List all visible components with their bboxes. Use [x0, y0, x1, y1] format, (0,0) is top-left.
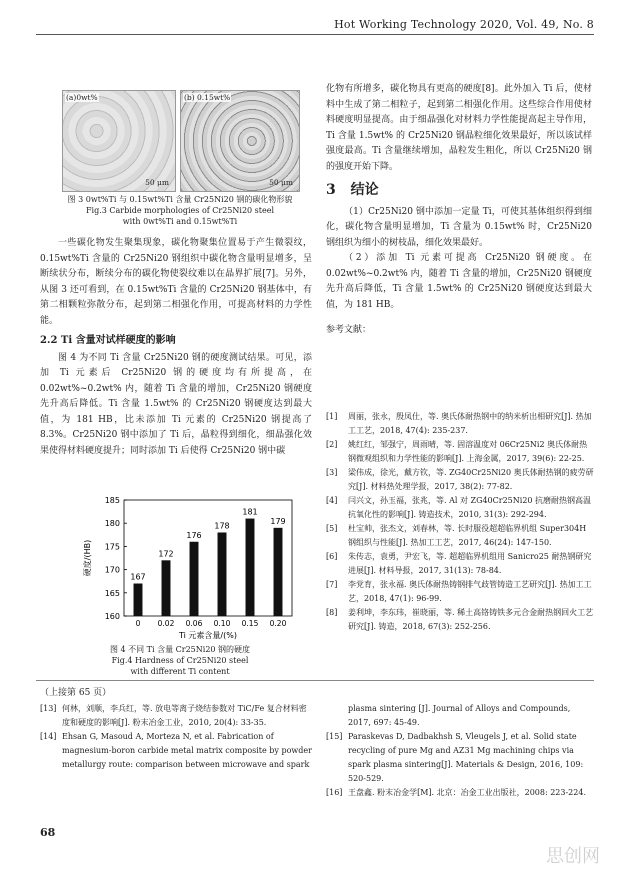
x-tick-label: 0.20	[269, 619, 287, 628]
references-title: 参考文献：	[326, 325, 372, 335]
figure4-caption	[44, 644, 316, 677]
panel-b-label: (b) 0.15wt%	[184, 93, 231, 102]
bar	[218, 532, 227, 616]
figure4-caption-cn: 图 4 不同 Ti 含量 Cr25Ni20 钢的硬度	[109, 645, 251, 654]
reference-item	[326, 786, 594, 800]
reference-text: Ehsan G, Masoud A, Morteza N, et al. Fabrication of magnesium-boron carbide metal matrix composite by powder metallurgy route: comparison between microwave and spark	[62, 732, 312, 769]
data-label: 167	[130, 572, 146, 582]
data-label: 176	[186, 530, 202, 540]
conclusion-number: 3	[326, 182, 336, 198]
hardness-bar-chart	[78, 492, 300, 642]
reference-number: [3]	[326, 468, 338, 477]
reference-number: [2]	[326, 440, 338, 449]
data-label: 178	[214, 521, 230, 531]
y-axis-label: 硬度/(HB)	[83, 539, 92, 577]
plot-frame	[124, 500, 292, 616]
conclusion-2: （2）添加 Ti 元素可提高 Cr25Ni20 钢硬度。在 0.02wt%~0.2wt% 内，随着 Ti 含量的增加，Cr25Ni20 钢硬度先升高后降低，Ti 含量 1.5wt% 的 Cr25Ni20 钢硬度达到最大值，为 181 HB。	[326, 253, 592, 310]
bottom-separator	[36, 680, 594, 681]
reference-item	[326, 606, 594, 634]
reference-item	[326, 730, 594, 786]
left-column	[40, 236, 312, 459]
x-tick-label: 0.10	[213, 619, 231, 628]
reference-text: plasma sintering [J]. Journal of Alloys and Compounds, 2017, 697: 45-49.	[348, 704, 571, 727]
continuation-right	[326, 702, 594, 800]
reference-text: 王盘鑫. 粉末冶金学[M]. 北京：冶金工业出版社，2008: 223-224.	[348, 788, 586, 797]
right-paragraph-1: 化物有所增多，碳化物具有更高的硬度[8]。此外加入 Ti 后，使材料中生成了第二相粒子，起到第二相强化作用。这些综合作用使材料硬度明显提高。由于细晶强化对材料力学性能提高起主导作用，Ti 含量 1.5wt% 的 Cr25Ni20 钢晶粒细化效果最好，所以该试样强度最高。Ti 含量继续增加，晶粒发生粗化，所以 Cr25Ni20 钢的强度开始下降。	[326, 84, 592, 172]
figure4-caption-en1: Fig.4 Hardness of Cr25Ni20 steel	[111, 656, 249, 665]
reference-number: [4]	[326, 496, 338, 505]
reference-item	[326, 550, 594, 578]
figure3-caption-en2: with 0wt%Ti and 0.15wt%Ti	[122, 217, 238, 226]
reference-text: 朱传志，袁勇，尹宏飞，等. 超超临界机组用 Sanicro25 耐热钢研究进展[J]. 材料导报，2017, 31(13): 78-84.	[348, 552, 592, 575]
reference-item	[40, 730, 312, 772]
y-tick-label: 185	[104, 496, 120, 505]
bar	[190, 542, 199, 616]
left-paragraph-2: 图 4 为不同 Ti 含量 Cr25Ni20 钢的硬度测试结果。可见，添加 Ti 元素后 Cr25Ni20 钢的硬度均有所提高，在 0.02wt%~0.2wt% 内，随着 Ti 含量的增加，Cr25Ni20 钢硬度先升高后降低。Ti 含量 1.5wt% 的 Cr25Ni20 钢硬度达到最大值，为 181 HB，比未添加 Ti 元素的 Cr25Ni20 钢提高了 8.3%。Cr25Ni20 钢中添加了 Ti 后，晶粒得到细化，细晶强化效果使得材料硬度提升；同时添加 Ti 后使得 Cr25Ni20 钢中碳	[40, 352, 312, 456]
continuation-left	[40, 686, 312, 772]
reference-item	[326, 466, 594, 494]
figure3-caption-cn: 图 3 0wt%Ti 与 0.15wt%Ti 含量 Cr25Ni20 钢的碳化物形貌	[67, 195, 293, 204]
bar	[246, 519, 255, 616]
figure3-caption-en1: Fig.3 Carbide morphologies of Cr25Ni20 steel	[85, 206, 275, 215]
reference-text: 何林，刘顺，李兵红，等. 放电等离子烧结参数对 TiC/Fe 复合材料密度和硬度的影响[J]. 粉末冶金工业，2010, 20(4): 33-35.	[62, 704, 307, 727]
reference-text: 梁伟成，徐光，戴方钦，等. ZG40Cr25Ni20 奥氏体耐热钢的疲劳研究[J]. 材料热处理学报，2017, 38(2): 77-82.	[348, 468, 594, 491]
references-list	[326, 410, 594, 634]
reference-number: [13]	[40, 704, 57, 713]
right-column	[326, 82, 592, 339]
reference-text: 姚红红，邹强宁，周雨晴，等. 固溶温度对 06Cr25Ni2 奥氏体耐热钢微观组织和力学性能的影响[J]. 上海金属，2017, 39(6): 22-25.	[348, 440, 588, 463]
page-number: 68	[40, 826, 56, 839]
x-tick-label: 0.02	[157, 619, 175, 628]
bar	[162, 560, 171, 616]
reference-item	[326, 578, 594, 606]
scale-bar-a: 50 μm	[145, 178, 169, 187]
reference-item	[326, 494, 594, 522]
left-paragraph-1: 一些碳化物发生聚集现象，碳化物聚集位置易于产生微裂纹，0.15wt%Ti 含量的 Cr25Ni20 钢组织中碳化物含量明显增多，呈断续状分布，断续分布的碳化物使裂纹难以在晶界扩展[7]。另外，从图 3 还可看到，在 0.15wt%Ti 含量的 Cr25Ni20 钢基体中，有第二相颗粒弥散分布，起到第二相强化作用，可提高材料的力学性能。	[40, 238, 312, 326]
watermark: 思创网	[546, 846, 600, 867]
x-axis-label: Ti 元素含量/(%)	[179, 631, 237, 640]
figure4-caption-en2: with different Ti content	[130, 667, 230, 676]
reference-text: 周丽，张永，殷凤仕，等. 奥氏体耐热钢中的纳米析出相研究[J]. 热加工工艺，2018, 47(4): 235-237.	[348, 412, 592, 435]
continued-note: （上接第 65 页）	[40, 688, 112, 698]
conclusion-title: 结论	[350, 182, 379, 198]
header-rule	[36, 34, 594, 35]
micrograph-b	[180, 90, 300, 192]
reference-text: 李党育，张永福. 奥氏体耐热铸钢排气歧管铸造工艺研究[J]. 热加工工艺，2018, 47(1): 96-99.	[348, 580, 592, 603]
journal-header: Hot Working Technology 2020, Vol. 49, No. 8	[334, 18, 594, 31]
scale-bar-b: 50 μm	[269, 178, 293, 187]
reference-number: [14]	[40, 732, 57, 741]
reference-number	[326, 702, 348, 730]
reference-text: 闫兴文，孙玉福，张兆，等. Al 对 ZG40Cr25Ni20 抗磨耐热钢高温抗氧化性的影响[J]. 铸造技术，2010, 31(3): 292-294.	[348, 496, 592, 519]
reference-text: 杜宝帅，张杰文，刘春林，等. 长时服役超超临界机组 Super304H 钢组织与性能[J]. 热加工工艺，2017, 46(24): 147-150.	[348, 524, 587, 547]
panel-a-label: (a)0wt%	[66, 93, 98, 102]
micrograph-a	[62, 90, 176, 192]
x-tick-label: 0	[135, 619, 141, 628]
data-label: 179	[270, 516, 286, 526]
y-tick-label: 175	[104, 542, 120, 552]
reference-number: [16]	[326, 788, 343, 797]
reference-number: [15]	[326, 732, 343, 741]
bar	[134, 584, 143, 616]
y-tick-label: 170	[104, 565, 120, 575]
y-tick-label: 160	[104, 612, 120, 621]
reference-number: [7]	[326, 580, 338, 589]
reference-number: [1]	[326, 412, 338, 421]
x-tick-label: 0.15	[241, 619, 259, 628]
section-2-2-heading: 2.2 Ti 含量对试样硬度的影响	[40, 335, 176, 346]
reference-item	[326, 438, 594, 466]
reference-text: Paraskevas D, Dadbakhsh S, Vleugels J, et al. Solid state recycling of pure Mg and AZ31 Mg machining chips via spark plasma sintering[J]. Materials & Design, 2016, 109: 520-529.	[348, 732, 584, 783]
reference-text: 姜利坤，李东玮，崔晓丽，等. 稀土高铬铸铁多元合金耐热钢回火工艺研究[J]. 铸造，2018, 67(3): 252-256.	[348, 608, 594, 631]
reference-number: [5]	[326, 524, 338, 533]
figure3-caption	[44, 194, 316, 227]
reference-item	[326, 702, 594, 730]
reference-number: [6]	[326, 552, 338, 561]
reference-item	[326, 522, 594, 550]
conclusion-heading	[326, 183, 592, 199]
data-label: 172	[158, 549, 174, 559]
reference-number: [8]	[326, 608, 338, 617]
data-label: 181	[242, 507, 258, 517]
conclusion-1: （1）Cr25Ni20 钢中添加一定量 Ti，可使其基体组织得到细化，碳化物含量明显增加，Ti 含量为 0.15wt% 时，Cr25Ni20 钢组织为细小的树枝晶，细化效果最好。	[326, 206, 592, 248]
x-tick-label: 0.06	[185, 619, 203, 628]
reference-item	[326, 410, 594, 438]
y-tick-label: 165	[104, 588, 120, 598]
bar	[274, 528, 283, 616]
y-tick-label: 180	[104, 519, 120, 529]
reference-item	[40, 702, 312, 730]
